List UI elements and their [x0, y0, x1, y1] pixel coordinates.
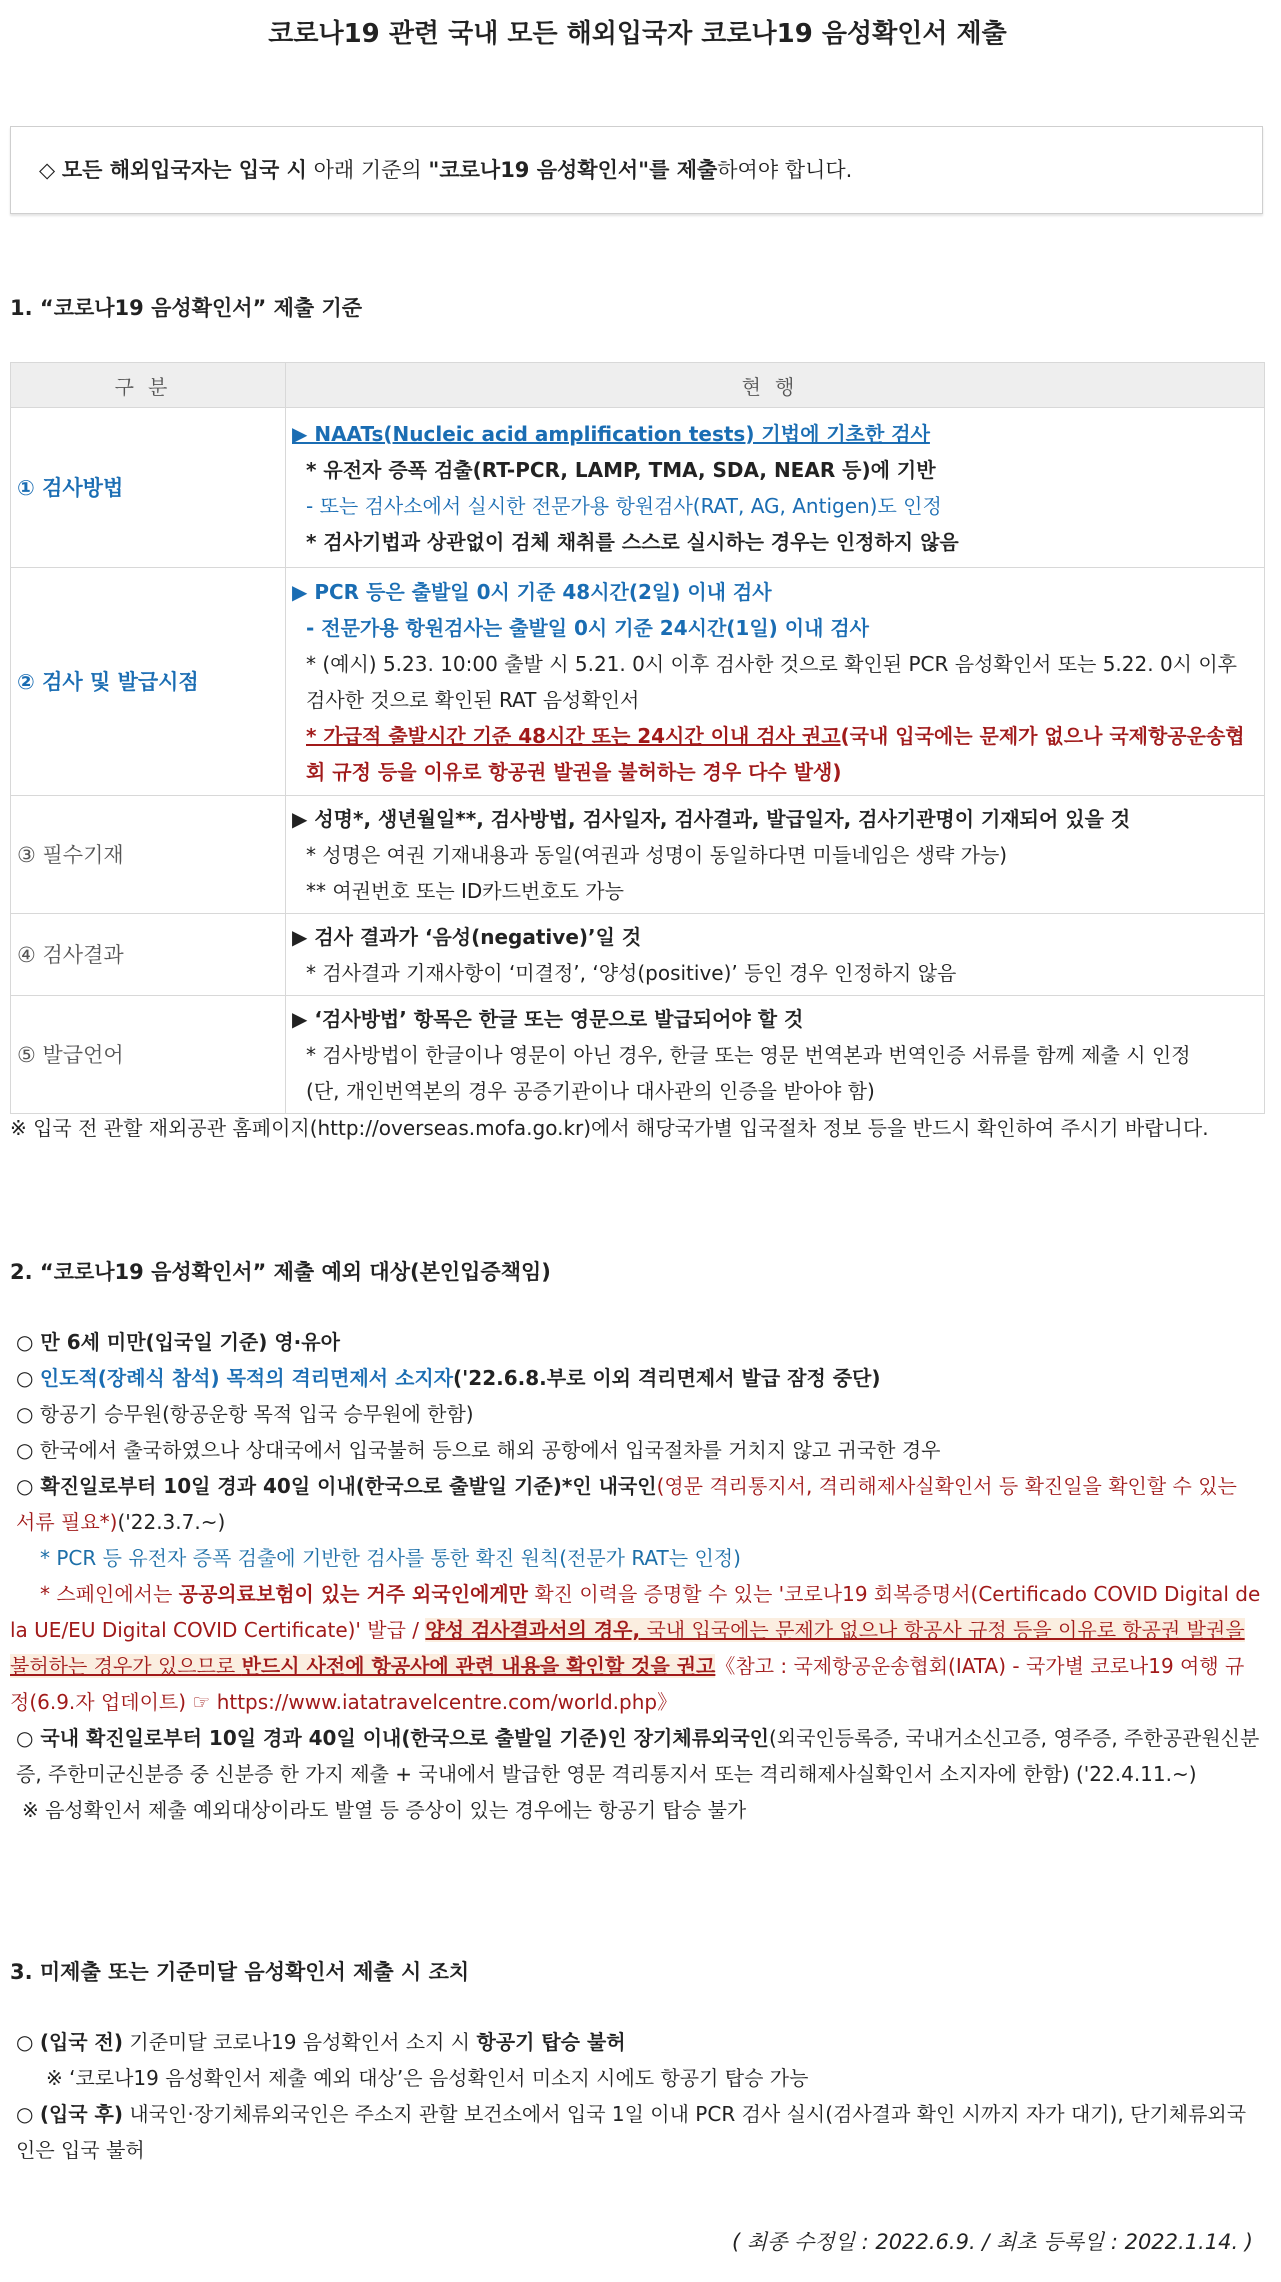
page-content — [10, 0, 1265, 2254]
list-item: ※ ‘코로나19 음성확인서 제출 예외 대상’은 음성확인서 미소지 시에도 항공기 탑승 가능 — [46, 2066, 809, 2090]
table-row — [11, 996, 1265, 1114]
list-item: ○ 확진일로부터 10일 경과 40일 이내(한국으로 출발일 기준)*인 내국인(영문 격리통지서, 격리해제사실확인서 등 확진일을 확인할 수 있는 서류 필요*)('22.3.7.~) — [16, 1474, 1237, 1534]
list-item: ○ (입국 후) 내국인·장기체류외국인은 주소지 관할 보건소에서 입국 1일 이내 PCR 검사 실시(검사결과 확인 시까지 자가 대기), 단기체류외국인은 입국 불허 — [16, 2102, 1247, 2162]
page-title: 코로나19 관련 국내 모든 해외입국자 코로나19 음성확인서 제출 — [268, 19, 1007, 49]
list-item: ○ 만 6세 미만(입국일 기준) 영·유아 — [16, 1330, 340, 1354]
list-item: * 스페인에서는 공공의료보험이 있는 거주 외국인에게만 확진 이력을 증명할 수 있는 '코로나19 회복증명서(Certificado COVID Digital de la UE/EU Digital COVID Certificate)' 발급 / 양성 검사결과서의 경우, 국내 입국에는 문제가 없으나 항공사 규정 등을 이유로 항공권 발권을 불허하는 경우가 있으므로 반드시 사전에 항공사에 관련 내용을 확인할 것을 권고《참고 : 국제항공운송협회(IATA) - 국가별 코로나19 여행 규정(6.9.자 업데이트) ☞ https://www.iatatravelcentre.com/world.php》 — [10, 1582, 1261, 1714]
notice-box — [10, 126, 1263, 214]
section3-heading: 3. 미제출 또는 기준미달 음성확인서 제출 시 조치 — [10, 1960, 470, 1984]
row-category: ⑤ 발급언어 — [11, 996, 286, 1114]
table-row — [11, 796, 1265, 914]
table-header-category: 구분 — [11, 363, 286, 408]
row-content: ▶ PCR 등은 출발일 0시 기준 48시간(2일) 이내 검사 - 전문가용 항원검사는 출발일 0시 기준 24시간(1일) 이내 검사 * (예시) 5.23. 10:00 출발 시 5.21. 0시 이후 검사한 것으로 확인된 PCR 음성확인서 또는 5.22. 0시 이후 검사한 것으로 확인된 RAT 음성확인서 * 가급적 출발시간 기준 48시간 또는 24시간 이내 검사 권고(국내 입국에는 문제가 없으나 국제항공운송협회 규정 등을 이유로 항공권 발권을 불허하는 경우 다수 발생) — [286, 568, 1265, 796]
section2-list — [10, 1324, 1262, 1828]
list-item: ○ 국내 확진일로부터 10일 경과 40일 이내(한국으로 출발일 기준)인 장기체류외국인(외국인등록증, 국내거소신고증, 영주증, 주한공관원신분증, 주한미군신분증 중 신분증 한 가지 제출 + 국내에서 발급한 영문 격리통지서 또는 격리해제사실확인서 소지자에 한함) ('22.4.11.~) — [16, 1726, 1260, 1786]
list-item: ○ 인도적(장례식 참석) 목적의 격리면제서 소지자('22.6.8.부로 이외 격리면제서 발급 잠정 중단) — [16, 1366, 881, 1390]
criteria-table — [10, 362, 1265, 1114]
table-row — [11, 408, 1265, 568]
row-content: ▶ ‘검사방법’ 항목은 한글 또는 영문으로 발급되어야 할 것 * 검사방법이 한글이나 영문이 아닌 경우, 한글 또는 영문 번역본과 번역인증 서류를 함께 제출 시 인정 (단, 개인번역본의 경우 공증기관이나 대사관의 인증을 받아야 함) — [286, 996, 1265, 1114]
table-header-row — [11, 363, 1265, 408]
list-item: * PCR 등 유전자 증폭 검출에 기반한 검사를 통한 확진 원칙(전문가 RAT는 인정) — [40, 1546, 741, 1570]
row-category: ① 검사방법 — [11, 408, 286, 568]
notice-text: ◇ 모든 해외입국자는 입국 시 아래 기준의 "코로나19 음성확인서"를 제출하여야 합니다. — [39, 158, 853, 182]
list-item: ※ 음성확인서 제출 예외대상이라도 발열 등 증상이 있는 경우에는 항공기 탑승 불가 — [22, 1798, 747, 1822]
table-row — [11, 568, 1265, 796]
row-content: ▶ NAATs(Nucleic acid amplification tests) 기법에 기초한 검사 * 유전자 증폭 검출(RT-PCR, LAMP, TMA, SDA, NEAR 등)에 기반 - 또는 검사소에서 실시한 전문가용 항원검사(RAT, AG, Antigen)도 인정 * 검사기법과 상관없이 검체 채취를 스스로 실시하는 경우는 인정하지 않음 — [286, 408, 1265, 568]
row-category: ② 검사 및 발급시점 — [11, 568, 286, 796]
section3-list — [10, 2024, 1262, 2168]
table-row — [11, 914, 1265, 996]
section1-note: ※ 입국 전 관할 재외공관 홈페이지(http://overseas.mofa.go.kr)에서 해당국가별 입국절차 정보 등을 반드시 확인하여 주시기 바랍니다. — [10, 1116, 1209, 1140]
row-category: ④ 검사결과 — [11, 914, 286, 996]
row-category: ③ 필수기재 — [11, 796, 286, 914]
row-content: ▶ 성명*, 생년월일**, 검사방법, 검사일자, 검사결과, 발급일자, 검사기관명이 기재되어 있을 것 * 성명은 여권 기재내용과 동일(여권과 성명이 동일하다면 미들네임은 생략 가능) ** 여권번호 또는 ID카드번호도 가능 — [286, 796, 1265, 914]
list-item: ○ 한국에서 출국하였으나 상대국에서 입국불허 등으로 해외 공항에서 입국절차를 거치지 않고 귀국한 경우 — [16, 1438, 941, 1462]
row-content: ▶ 검사 결과가 ‘음성(negative)’일 것 * 검사결과 기재사항이 ‘미결정’, ‘양성(positive)’ 등인 경우 인정하지 않음 — [286, 914, 1265, 996]
list-item: ○ 항공기 승무원(항공운항 목적 입국 승무원에 한함) — [16, 1402, 474, 1426]
section1-heading: 1. “코로나19 음성확인서” 제출 기준 — [10, 296, 363, 320]
update-dates: ( 최종 수정일 : 2022.6.9. / 최초 등록일 : 2022.1.14. ) — [732, 2230, 1253, 2254]
list-item: ○ (입국 전) 기준미달 코로나19 음성확인서 소지 시 항공기 탑승 불허 — [16, 2030, 626, 2054]
section2-heading: 2. “코로나19 음성확인서” 제출 예외 대상(본인입증책임) — [10, 1260, 551, 1284]
table-header-current: 현행 — [286, 363, 1265, 408]
